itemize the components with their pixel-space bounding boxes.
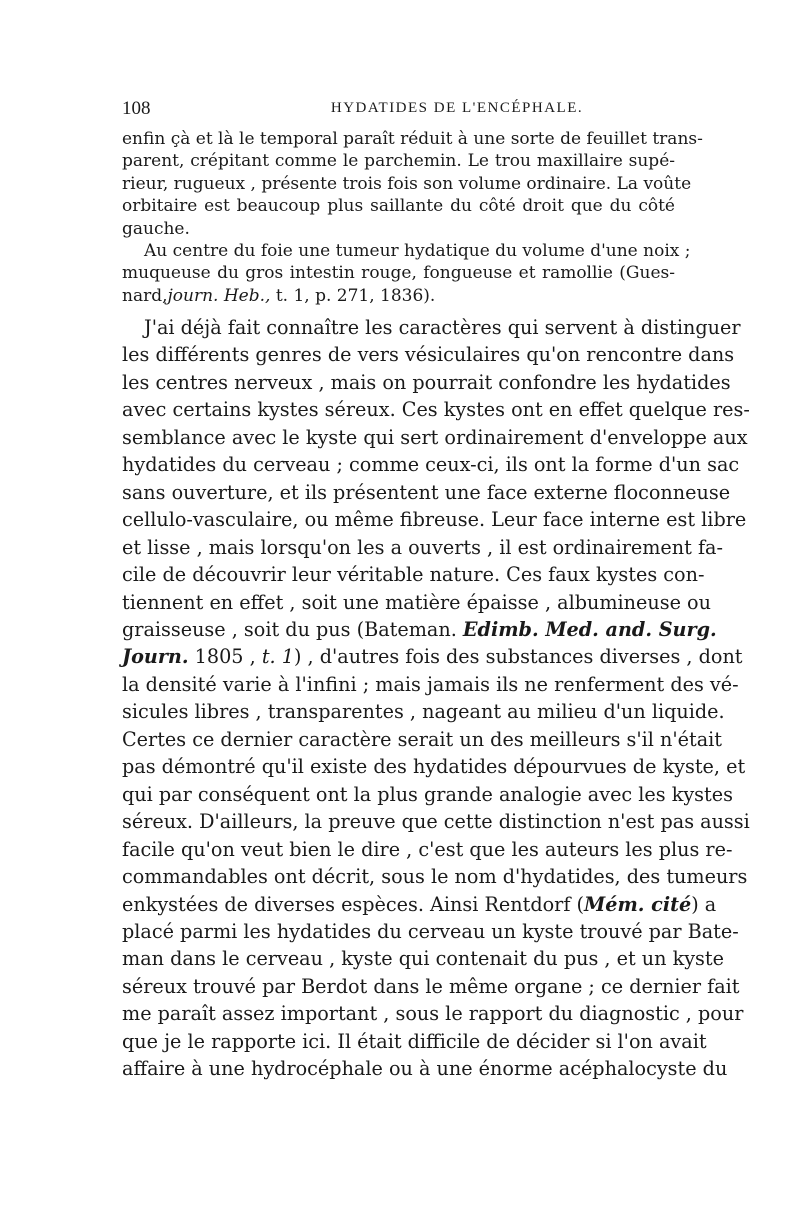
volume-citation: t. 1 xyxy=(261,645,294,669)
text-fragment: ) , d'autres fois des substances diverses , dont xyxy=(293,645,743,669)
text-fragment: ) a xyxy=(691,892,717,916)
text-line: et lisse , mais lorsqu'on les a ouverts , il est ordinairement fa- xyxy=(122,535,723,559)
text-line: hydatides du cerveau ; comme ceux-ci, ils ont la forme d'un sac xyxy=(122,453,740,477)
text-line: facile qu'on veut bien le dire , c'est que les auteurs les plus re- xyxy=(122,837,733,861)
text-line: muqueuse du gros intestin rouge, fongueuse et ramollie (Gues- xyxy=(122,263,675,284)
text-line xyxy=(122,643,743,670)
text-line: affaire à une hydrocéphale ou à une énorme acéphalocyste du xyxy=(122,1057,728,1081)
text-fragment: enkystées de diverses espèces. Ainsi Rentdorf ( xyxy=(122,892,585,916)
text-line: rieur, rugueux , présente trois fois son volume ordinaire. La voûte xyxy=(122,173,692,194)
text-line: cile de découvrir leur véritable nature. Ces faux kystes con- xyxy=(122,563,705,587)
text-line: orbitaire est beaucoup plus saillante du côté droit que du côté xyxy=(122,196,675,217)
text-line: que je le rapporte ici. Il était difficile de décider si l'on avait xyxy=(122,1029,707,1053)
text-line: les centres nerveux , mais on pourrait confondre les hydatides xyxy=(122,370,731,394)
text-line: gauche. xyxy=(122,218,190,239)
text-line: pas démontré qu'il existe des hydatides dépourvues de kyste, et xyxy=(122,755,746,779)
journal-citation: Journ. xyxy=(122,645,189,669)
text-line: avec certains kystes séreux. Ces kystes ont en effet quelque res- xyxy=(122,398,750,422)
main-paragraph xyxy=(122,314,750,1083)
text-line: parent, crépitant comme le parchemin. Le trou maxillaire supé- xyxy=(122,151,675,172)
journal-citation: journ. Heb., xyxy=(167,285,271,306)
text-fragment: graisseuse , soit du pus (Bateman. xyxy=(122,617,457,641)
text-line: man dans le cerveau , kyste qui contenait du pus , et un kyste xyxy=(122,947,724,971)
text-line: semblance avec le kyste qui sert ordinairement d'enveloppe aux xyxy=(122,425,748,449)
text-line: commandables ont décrit, sous le nom d'hydatides, des tumeurs xyxy=(122,865,748,889)
case-report-paragraph xyxy=(122,128,703,307)
page-number: 108 xyxy=(122,98,151,119)
text-line xyxy=(122,285,675,307)
running-title: HYDATIDES DE L'ENCÉPHALE. xyxy=(330,100,584,116)
text-fragment: 1805 , xyxy=(188,645,256,669)
text-line: Certes ce dernier caractère serait un des meilleurs s'il n'était xyxy=(122,727,723,751)
text-line: Au centre du foie une tumeur hydatique du volume d'une noix ; xyxy=(144,241,691,262)
text-line: séreux. D'ailleurs, la preuve que cette distinction n'est pas aussi xyxy=(122,810,750,834)
text-line: sicules libres , transparentes , nageant au milieu d'un liquide. xyxy=(122,700,725,724)
text-line: me paraît assez important , sous le rapport du diagnostic , pour xyxy=(122,1002,744,1026)
text-line: tiennent en effet , soit une matière épaisse , albumineuse ou xyxy=(122,590,711,614)
text-line xyxy=(122,891,717,918)
text-line: les différents genres de vers vésiculaires qu'on rencontre dans xyxy=(122,343,735,367)
text-line: enfin çà et là le temporal paraît réduit à une sorte de feuillet trans- xyxy=(122,129,703,149)
text-line: cellulo-vasculaire, ou même fibreuse. Leur face interne est libre xyxy=(122,508,747,532)
text-line: qui par conséquent ont la plus grande analogie avec les kystes xyxy=(122,782,733,806)
reference-citation: Mém. cité xyxy=(584,892,692,916)
text-fragment: nard, xyxy=(122,285,168,306)
page-header xyxy=(122,98,672,124)
text-line xyxy=(122,616,717,643)
text-fragment: t. 1, p. 271, 1836). xyxy=(270,285,436,306)
text-line: sans ouverture, et ils présentent une face externe floconneuse xyxy=(122,480,731,504)
text-line: J'ai déjà fait connaître les caractères qui servent à distinguer xyxy=(144,316,741,339)
text-line: séreux trouvé par Berdot dans le même organe ; ce dernier fait xyxy=(122,974,740,998)
text-line: placé parmi les hydatides du cerveau un kyste trouvé par Bate- xyxy=(122,919,739,943)
journal-citation: Edimb. Med. and. Surg. xyxy=(462,617,717,641)
text-line: la densité varie à l'infini ; mais jamais ils ne renferment des vé- xyxy=(122,672,739,696)
